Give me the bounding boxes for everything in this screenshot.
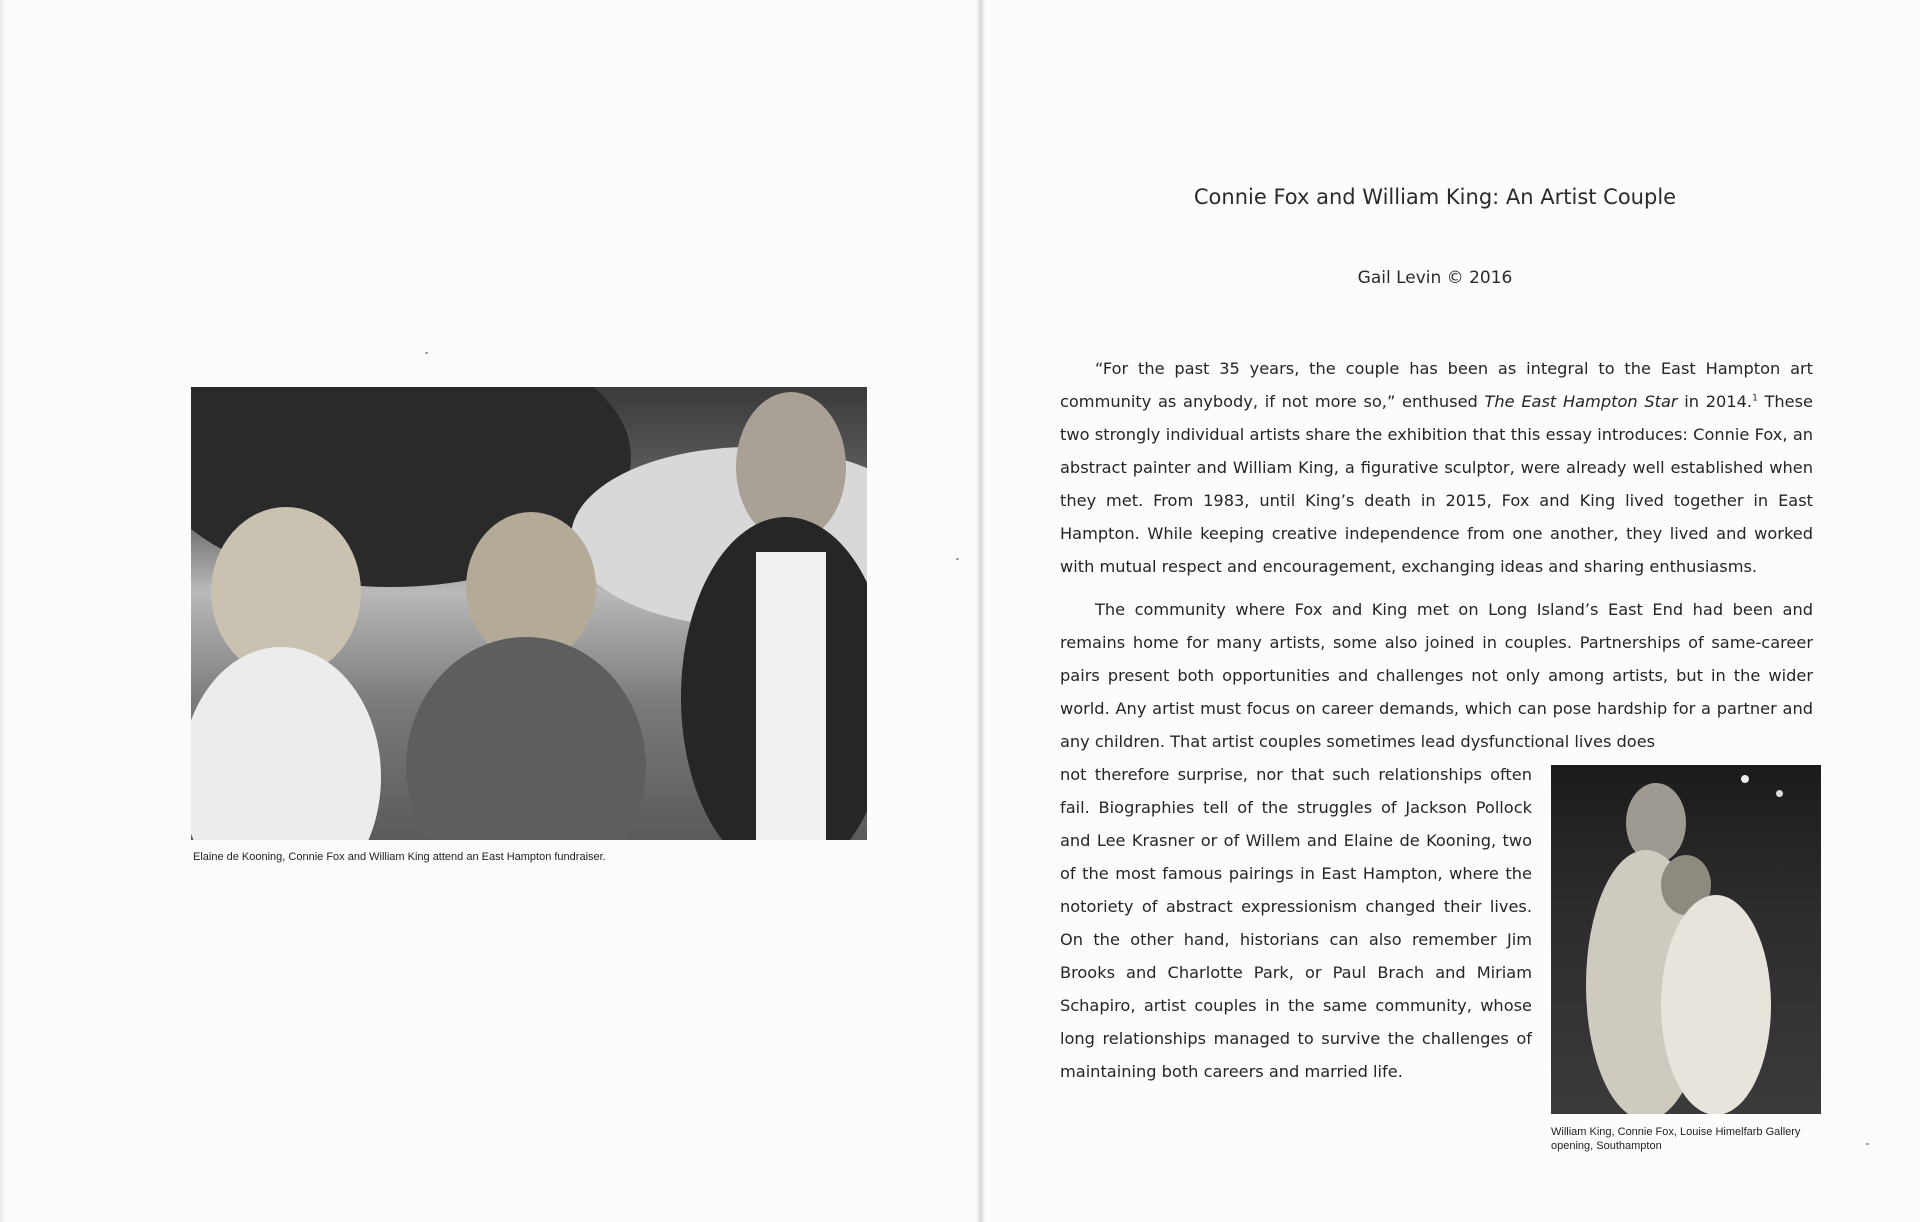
light-2 [1776, 790, 1783, 797]
person-center-body [406, 637, 646, 840]
paragraph-1-year: in 2014. [1677, 392, 1753, 411]
person-left-body [191, 647, 381, 840]
right-photo-caption: William King, Connie Fox, Louise Himelfarb Gallery opening, Southampton [1551, 1126, 1801, 1152]
paragraph-1 [1060, 352, 1813, 583]
woman-body [1661, 895, 1771, 1114]
newspaper-title: The East Hampton Star [1484, 392, 1678, 411]
light-1 [1741, 775, 1749, 783]
shirt-shape [756, 552, 826, 840]
speck [1866, 1143, 1869, 1145]
speck [956, 558, 959, 560]
footnote-marker[interactable]: 1 [1752, 393, 1758, 404]
book-gutter [976, 0, 986, 1222]
essay-author: Gail Levin © 2016 [1357, 268, 1513, 288]
page-edge-shadow [0, 0, 6, 1222]
gallery-opening-photo [1551, 765, 1821, 1114]
paragraph-1-rest: These two strongly individual artists share the exhibition that this essay introduces: Connie Fox, an abstract painter and William King, a figurative sculptor, were already well established when they met. From 1983, until King’s death in 2015, Fox and King lived together in East Hampton. While keeping creative independence from one another, they lived and worked with mutual respect and encouragement, exchanging ideas and sharing enthusiasms. [1060, 392, 1814, 576]
fundraiser-photo [191, 387, 867, 840]
paragraph-1-opening: “For the past 35 years, the couple has been as integral to the East Hampton art community as anybody, if not more so,” enthused [1060, 359, 1813, 411]
left-photo-caption: Elaine de Kooning, Connie Fox and William King attend an East Hampton fundraiser. [193, 851, 606, 863]
essay-title: Connie Fox and William King: An Artist Couple [1193, 185, 1677, 209]
speck [425, 352, 428, 354]
paragraph-3: not therefore surprise, nor that such relationships often fail. Biographies tell of the struggles of Jackson Pollock and Lee Krasner or of Willem and Elaine de Kooning, two of the most famous pairings in East Hampton, where the notoriety of abstract expressionism changed their lives. On the other hand, historians can also remember Jim Brooks and Charlotte Park, or Paul Brach and Miriam Schapiro, artist couples in the same community, whose long relationships managed to survive the challenges of maintaining both careers and married life. [1060, 765, 1532, 1081]
paragraph-2: The community where Fox and King met on Long Island’s East End had been and remains home for many artists, some also joined in couples. Partnerships of same-career pairs present both opportunities and challenges not only among artists, but in the wider world. Any artist must focus on career demands, which can pose hardship for a partner and any children. That artist couples sometimes lead dysfunctional lives does [1060, 600, 1813, 751]
